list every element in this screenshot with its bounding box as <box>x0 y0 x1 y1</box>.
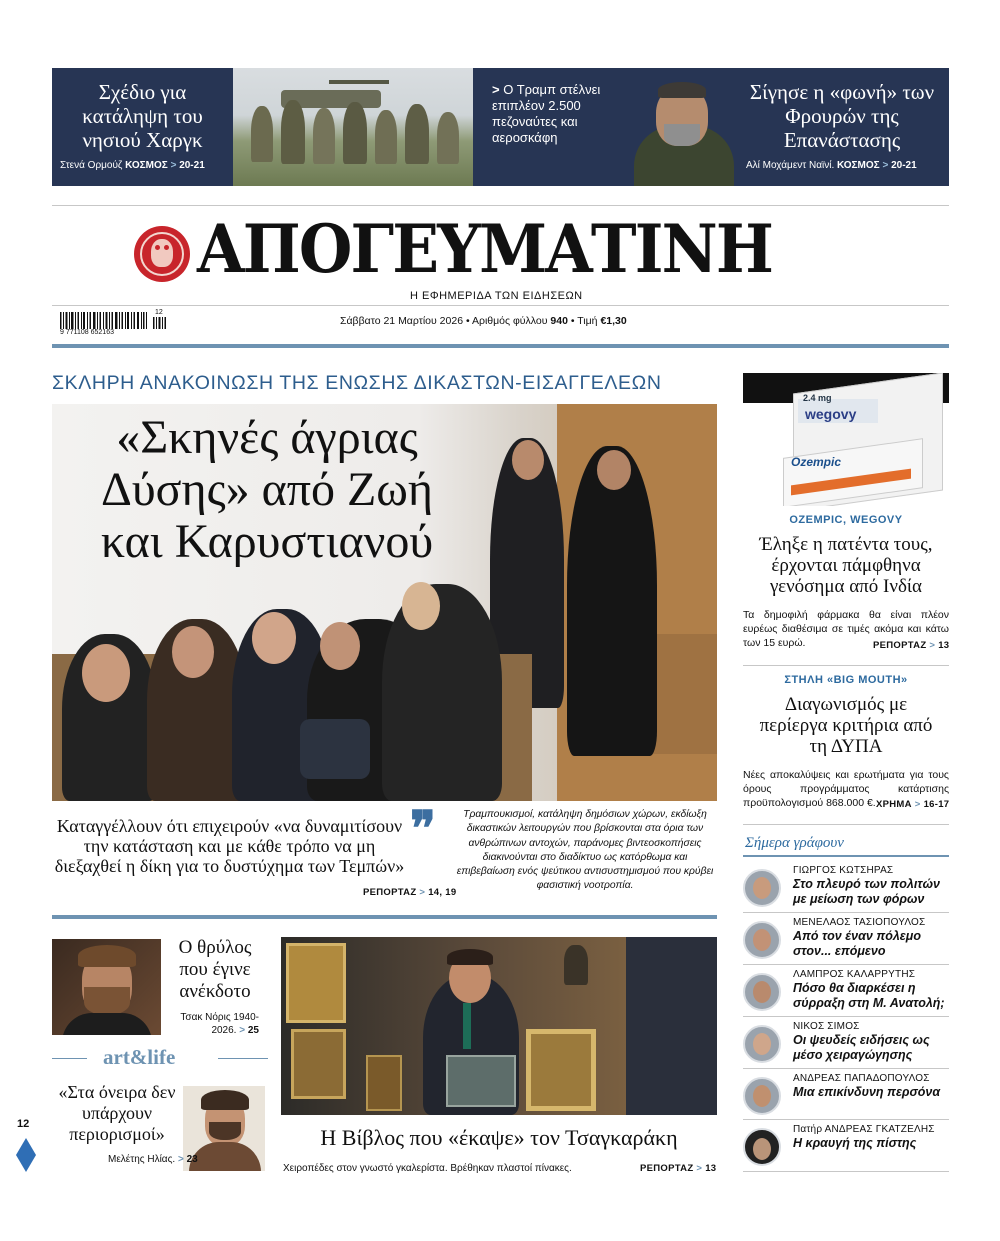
writer-title: Από τον έναν πόλεμο στον... επόμενο <box>793 929 921 958</box>
writer-name: ΜΕΝΕΛΑΟΣ ΤΑΣΙΟΠΟΥΛΟΣ <box>793 917 926 928</box>
story1-body: Τα δημοφιλή φάρμακα θα είναι πλέον ευρέως διαθέσιμα σε τιμές ακόμα και κάτω των 15 ευρώ. <box>743 609 949 649</box>
rule-writer <box>743 1068 949 1069</box>
story2-body: Νέες αποκαλύψεις και ερωτήματα για τους όρους προγράμματος κατάρτισης προϋπολογισμού 868.000 €. <box>743 769 949 809</box>
lead-quote: Τραμπουκισμοί, κατάληψη δημόσιων χώρων, εκδίωξη δικαστικών λειτουργών που βρίσκονται στα όρια των ανθρώπινων αντοχών, παράνομες βιντεοσκοπήσεις διακινούνται στο διαδίκτυο ως κατόρθωμα και επιβεβαίωση ενός ψεύτικου αντισυστημισμού που κρύβει φασιστική νοοτροπία. <box>456 809 714 892</box>
banner-left-title[interactable]: Σχέδιο για κατάληψη του νησιού Χαργκ <box>82 80 203 152</box>
artlife-rule-right <box>218 1058 268 1059</box>
owl-logo-icon <box>134 226 190 282</box>
writer-avatar <box>743 869 781 907</box>
story1-ref-section: ΡΕΠΟΡΤΑΖ <box>873 640 927 651</box>
writer-avatar <box>743 921 781 959</box>
story2-ref-pages: 16-17 <box>923 799 950 810</box>
writer-name: ΓΙΩΡΓΟΣ ΚΩΤΣΗΡΑΣ <box>793 865 894 876</box>
banner-left-caption: Στενά Ορμούζ ΚΟΣΜΟΣ > 20-21 <box>60 160 205 171</box>
story2-ref-section: ΧΡΗΜΑ <box>876 799 912 810</box>
ilias-caption-text: Μελέτης Ηλίας. <box>108 1154 176 1165</box>
issue-label: Αριθμός φύλλου <box>471 315 548 327</box>
bible-book <box>446 1055 516 1107</box>
banner-right-title[interactable]: Σίγησε η «φωνή» των Φρουρών της Επανάστασης <box>749 80 935 152</box>
box-label-ozempic: Ozempic <box>791 455 842 469</box>
price-label: Τιμή <box>577 315 598 327</box>
banner-left-section: ΚΟΣΜΟΣ <box>125 160 168 171</box>
quote-icon: ❞ <box>410 803 436 856</box>
writer-avatar <box>743 1128 781 1166</box>
tank-gun <box>329 80 389 84</box>
writer-avatar <box>743 1025 781 1063</box>
beard-shape <box>664 124 700 146</box>
story1-headline[interactable]: Έληξε η πατέντα τους, έρχονται πάμφθηνα γενόσημα από Ινδία <box>759 534 933 597</box>
rule-sidebar-1 <box>743 665 949 666</box>
lead-ref[interactable]: ΡΕΠΟΡΤΑΖ > 14, 19 <box>363 887 457 898</box>
bible-body: Χειροπέδες στον γνωστό γκαλερίστα. Βρέθηκαν πλαστοί πίνακες. <box>283 1163 572 1174</box>
commander-portrait <box>612 68 747 186</box>
page-diamond-icon <box>16 1138 36 1172</box>
artlife-label[interactable]: art&life <box>103 1045 176 1069</box>
story2-kicker[interactable]: ΣΤΗΛΗ «BIG MOUTH» <box>784 674 908 686</box>
lead-ref-pages: 14, 19 <box>428 887 457 898</box>
story1-ref[interactable]: ΡΕΠΟΡΤΑΖ > 13 <box>873 640 950 651</box>
page-number: 12 <box>17 1118 30 1130</box>
lead-headline-line-3: και Καρυστιανού <box>100 515 434 568</box>
barcode <box>60 311 170 336</box>
barcode-addon: 12 <box>155 309 163 316</box>
lead-headline-line-2: Δύσης» από Ζωή <box>100 463 433 516</box>
story2-headline[interactable]: Διαγωνισμός με περίεργα κριτήρια από τη ΔΥΠΑ <box>759 694 933 757</box>
seated-person-1-face <box>82 644 130 702</box>
rule-writers <box>743 855 949 857</box>
banner-right-pages: 20-21 <box>891 160 917 171</box>
seated-person-5-face <box>402 582 440 630</box>
masthead-tagline: Η ΕΦΗΜΕΡΙΔΑ ΤΩΝ ΕΙΔΗΣΕΩΝ <box>410 290 583 302</box>
lead-headline[interactable] <box>52 412 482 568</box>
box-label-wegovy: wegovy <box>805 406 857 422</box>
hair-shape <box>658 82 706 98</box>
standing-man-1-face <box>512 440 544 480</box>
banner-left-pages: 20-21 <box>179 160 205 171</box>
lead-subhead-text: Καταγγέλλουν ότι επιχειρούν «να δυναμιτίσουν την κατάσταση και με κάθε τρόπο να μη διεξαχθεί η δίκη για το δυστύχημα των Τεμπών» <box>54 816 405 876</box>
norris-headline[interactable]: Ο θρύλος που έγινε ανέκδοτο <box>178 937 252 1002</box>
norris-photo <box>52 939 161 1035</box>
rule-writer <box>743 1119 949 1120</box>
rule-masthead <box>52 305 949 306</box>
banner-left-caption-text: Στενά Ορμούζ <box>60 160 123 171</box>
soldiers-group <box>243 98 468 168</box>
bible-headline[interactable]: Η Βίβλος που «έκαψε» τον Τσαγκαράκη <box>320 1125 678 1150</box>
bible-ref-pages: 13 <box>705 1163 717 1174</box>
norris-pages: 25 <box>247 1025 259 1036</box>
writer-name: ΛΑΜΠΡΟΣ ΚΑΛΑΡΡΥΤΗΣ <box>793 969 916 980</box>
rule-top <box>52 205 949 206</box>
seated-person-3-face <box>252 612 296 664</box>
seated-person-4-face <box>320 622 360 670</box>
banner-right-caption-text: Αλί Μοχάμεντ Ναϊνί. <box>746 160 835 171</box>
price-value: €1,30 <box>600 315 627 327</box>
bible-ref[interactable]: ΡΕΠΟΡΤΑΖ > 13 <box>640 1163 717 1174</box>
story1-ref-pages: 13 <box>938 640 950 651</box>
lead-photo <box>52 404 717 801</box>
barcode-number: 9 771108 652163 <box>60 329 114 336</box>
ilias-headline[interactable]: «Στα όνειρα δεν υπάρχουν περιορισμοί» <box>58 1082 176 1144</box>
handbag-shape <box>300 719 370 779</box>
tie-shape <box>463 1003 471 1049</box>
writer-name: ΑΝΔΡΕΑΣ ΠΑΠΑΔΟΠΟΥΛΟΣ <box>793 1073 930 1084</box>
rule-sidebar-2 <box>743 824 949 825</box>
rule-writer <box>743 964 949 965</box>
writer-name: Πατήρ ΑΝΔΡΕΑΣ ΓΚΑΤΖΕΛΗΣ <box>793 1124 935 1135</box>
writer-avatar <box>743 973 781 1011</box>
banner-middle-text-content: Ο Τραμπ στέλνει επιπλέον 2.500 πεζοναύτες και αεροσκάφη <box>492 82 601 145</box>
standing-man-2 <box>567 446 657 756</box>
rule-blue-top <box>52 344 949 348</box>
standing-man-2-face <box>597 450 631 490</box>
norris-caption: Τσακ Νόρις 1940-2026. > 25 <box>180 1012 259 1036</box>
banner-right-section: ΚΟΣΜΟΣ <box>837 160 880 171</box>
rule-writer <box>743 1016 949 1017</box>
lead-headline-line-1: «Σκηνές άγριας <box>116 411 418 464</box>
gold-frame-painting <box>526 1029 596 1111</box>
lamp-shape <box>564 945 588 985</box>
rule-writer <box>743 1171 949 1172</box>
lead-ref-section: ΡΕΠΟΡΤΑΖ <box>363 887 417 898</box>
issue-line: Σάββατο 21 Μαρτίου 2026 • Αριθμός φύλλου 940 • Τιμή €1,30 <box>340 315 627 327</box>
seated-person-2-face <box>172 626 214 678</box>
artlife-rule-left <box>52 1058 87 1059</box>
writer-title: Οι ψευδείς ειδήσεις ως μέσο χειραγώγησης <box>793 1033 930 1062</box>
banner-right-caption: Αλί Μοχάμεντ Ναϊνί. ΚΟΣΜΟΣ > 20-21 <box>746 160 917 171</box>
norris-caption-text: Τσακ Νόρις 1940-2026. <box>180 1012 259 1036</box>
rule-blue-bottom <box>52 915 717 919</box>
drug-photo <box>743 373 949 506</box>
background-drape <box>626 937 717 1115</box>
writer-title: Μια επικίνδυνη περσόνα <box>793 1085 941 1099</box>
writer-title: Η κραυγή της πίστης <box>793 1136 917 1150</box>
story2-ref[interactable]: ΧΡΗΜΑ > 16-17 <box>876 799 950 810</box>
ilias-pages: 23 <box>186 1154 198 1165</box>
writer-name: ΝΙΚΟΣ ΣΙΜΟΣ <box>793 1021 860 1032</box>
lead-subhead[interactable] <box>52 816 407 876</box>
icon-painting-3 <box>366 1055 402 1111</box>
icon-painting-1 <box>286 943 346 1023</box>
writer-avatar <box>743 1077 781 1115</box>
bible-ref-section: ΡΕΠΟΡΤΑΖ <box>640 1163 694 1174</box>
story1-kicker[interactable]: OZEMPIC, WEGOVY <box>789 514 903 526</box>
bible-photo <box>281 937 717 1115</box>
masthead-title[interactable]: ΑΠΟΓΕΥΜΑΤΙΝΗ <box>197 210 772 288</box>
issue-date: Σάββατο 21 Μαρτίου 2026 <box>340 315 464 327</box>
box-label-dose: 2.4 mg <box>803 393 832 403</box>
lead-kicker[interactable]: ΣΚΛΗΡΗ ΑΝΑΚΟΙΝΩΣΗ ΤΗΣ ΕΝΩΣΗΣ ΔΙΚΑΣΤΩΝ-ΕΙΣΑΓΓΕΛΕΩΝ <box>52 372 662 394</box>
issue-number: 940 <box>550 315 568 327</box>
writer-title: Πόσο θα διαρκέσει η σύρραξη στη Μ. Ανατολή; <box>793 981 945 1010</box>
soldiers-photo <box>233 68 473 186</box>
ilias-caption: Μελέτης Ηλίας. > 23 <box>108 1154 198 1165</box>
top-banner <box>52 68 949 186</box>
icon-painting-2 <box>291 1029 346 1099</box>
rule-writer <box>743 912 949 913</box>
seated-person-5 <box>382 584 502 801</box>
writers-title: Σήμερα γράφουν <box>745 835 844 851</box>
banner-middle-text[interactable]: > Ο Τραμπ στέλνει επιπλέον 2.500 πεζοναύτες και αεροσκάφη <box>492 82 601 145</box>
writer-title: Στο πλευρό των πολιτών με μείωση των φόρων <box>793 877 940 906</box>
